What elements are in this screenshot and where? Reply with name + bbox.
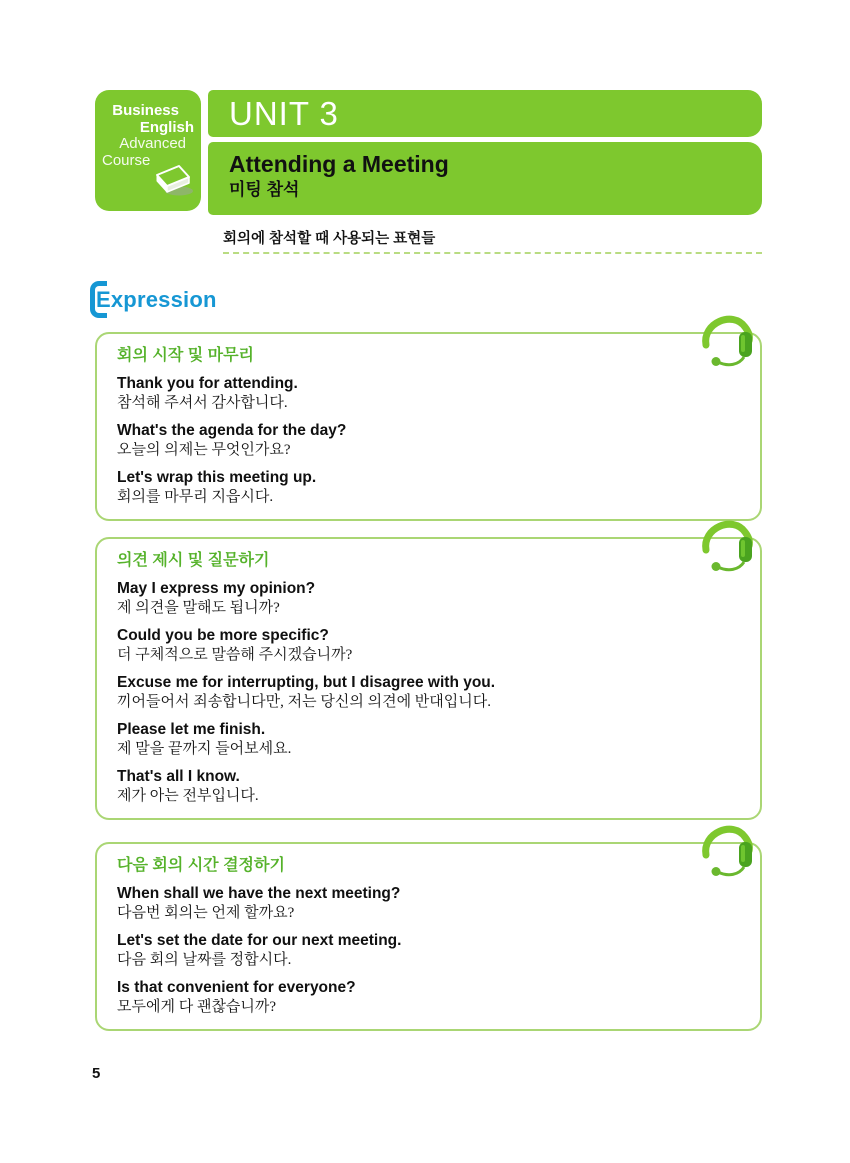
phrase-english: Please let me finish. — [117, 721, 266, 738]
headset-icon — [699, 819, 757, 886]
phrase-english: Could you be more specific? — [117, 627, 329, 644]
phrase-korean: 회의를 마무리 지읍시다. — [117, 489, 274, 505]
brand-line: English — [139, 118, 194, 136]
phrase-pair — [117, 884, 740, 923]
expression-box-opinions-questions — [95, 537, 762, 820]
dashed-divider — [223, 252, 762, 254]
phrase-korean: 제 말을 끝까지 들어보세요. — [117, 741, 292, 757]
section-label-expression — [90, 281, 217, 318]
expression-box-next-meeting — [95, 842, 762, 1031]
brand-tab — [95, 90, 201, 211]
headset-icon — [699, 514, 757, 581]
phrase-korean: 더 구체적으로 말씀해 주시겠습니까? — [117, 647, 353, 663]
phrase-korean: 참석해 주셔서 감사합니다. — [117, 395, 288, 411]
phrase-english: That's all I know. — [117, 768, 240, 785]
phrase-pair — [117, 421, 740, 460]
phrase-pair — [117, 673, 740, 712]
phrase-korean: 제 의견을 말해도 됩니까? — [117, 600, 280, 616]
unit-title-korean: 미팅 참석 — [229, 180, 300, 199]
box-heading: 다음 회의 시간 결정하기 — [117, 857, 285, 874]
phrase-pair — [117, 931, 740, 970]
expression-box-meeting-start-end — [95, 332, 762, 521]
headset-icon — [699, 309, 757, 376]
phrase-pair — [117, 626, 740, 665]
unit-banner — [208, 90, 762, 137]
phrase-english: Excuse me for interrupting, but I disagree with you. — [117, 674, 496, 691]
phrase-pair — [117, 374, 740, 413]
phrase-english: What's the agenda for the day? — [117, 422, 347, 439]
unit-title-banner — [208, 142, 762, 215]
section-label-text: Expression — [96, 286, 217, 312]
phrase-korean: 오늘의 의제는 무엇인가요? — [117, 442, 291, 458]
phrase-english: Thank you for attending. — [117, 375, 298, 392]
box-heading: 의견 제시 및 질문하기 — [117, 552, 270, 569]
phrase-pair — [117, 767, 740, 806]
phrase-korean: 다음 회의 날짜를 정합시다. — [117, 952, 292, 968]
unit-description: 회의에 참석할 때 사용되는 표현들 — [223, 231, 436, 247]
phrase-pair — [117, 468, 740, 507]
phrase-english: When shall we have the next meeting? — [117, 885, 401, 902]
phrase-english: May I express my opinion? — [117, 580, 316, 597]
unit-number: UNIT 3 — [229, 94, 339, 132]
phrase-english: Let's wrap this meeting up. — [117, 469, 317, 486]
phrase-korean: 끼어들어서 죄송합니다만, 저는 당신의 의견에 반대입니다. — [117, 694, 492, 710]
phrase-pair — [117, 978, 740, 1017]
brand-line: Business — [112, 102, 179, 119]
book-icon — [150, 158, 196, 205]
phrase-english: Let's set the date for our next meeting. — [117, 932, 402, 949]
phrase-korean: 제가 아는 전부입니다. — [117, 788, 259, 804]
phrase-pair — [117, 720, 740, 759]
box-heading: 회의 시작 및 마무리 — [117, 347, 254, 364]
phrase-english: Is that convenient for everyone? — [117, 979, 356, 996]
brand-line: Advanced — [119, 135, 186, 152]
page-number: 5 — [92, 1065, 101, 1082]
unit-title: Attending a Meeting — [229, 151, 449, 177]
phrase-pair — [117, 579, 740, 618]
phrase-korean: 다음번 회의는 언제 할까요? — [117, 905, 295, 921]
brand-line: Course — [102, 151, 151, 169]
phrase-korean: 모두에게 다 괜찮습니까? — [117, 999, 277, 1015]
